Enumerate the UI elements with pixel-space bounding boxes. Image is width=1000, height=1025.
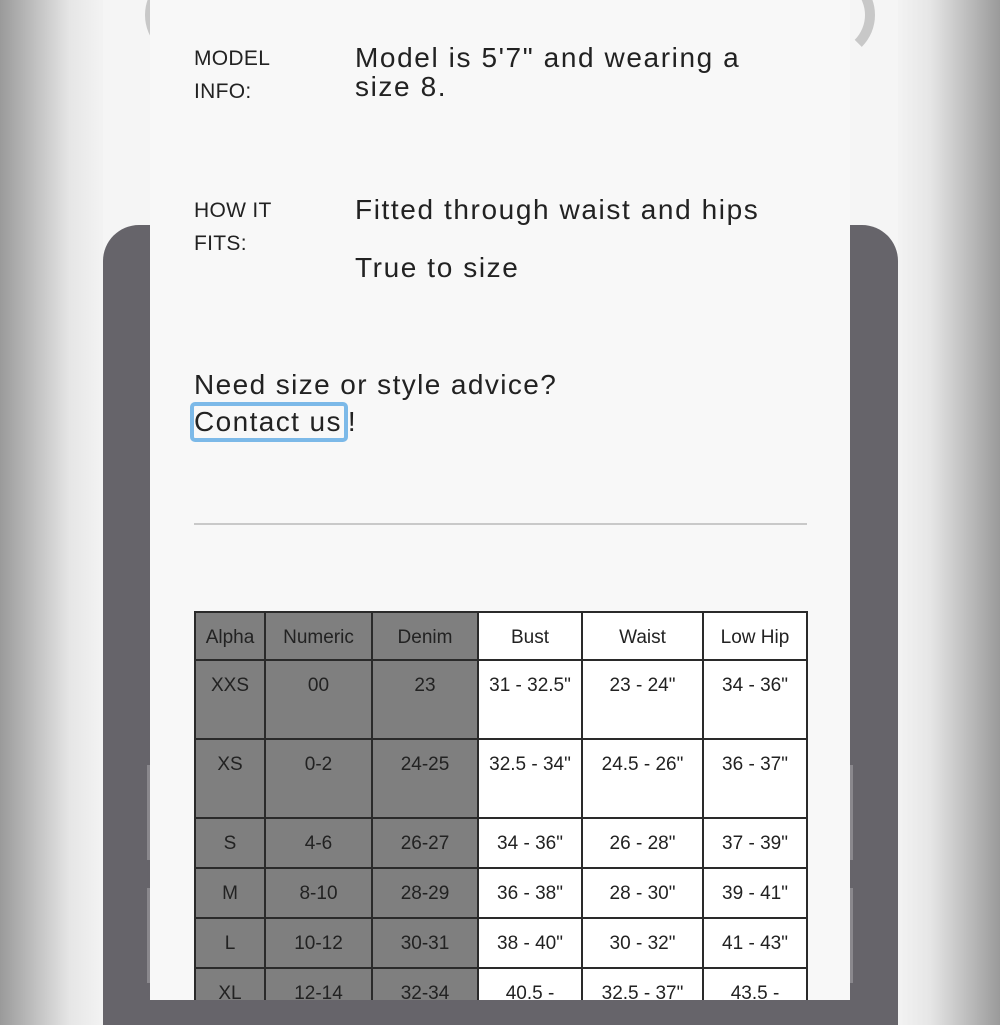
cell-denim: 26-27 xyxy=(372,818,478,868)
header-numeric: Numeric xyxy=(265,612,372,660)
cell-waist: 26 - 28" xyxy=(582,818,703,868)
cell-denim: 23 xyxy=(372,660,478,739)
cell-numeric: 0-2 xyxy=(265,739,372,818)
cell-low-hip: 36 - 37" xyxy=(703,739,807,818)
cell-denim: 28-29 xyxy=(372,868,478,918)
cell-bust: 36 - 38" xyxy=(478,868,582,918)
size-guide-modal xyxy=(150,0,850,1000)
model-info-text xyxy=(355,43,740,101)
cell-bust: 40.5 - xyxy=(478,968,582,1000)
cell-bust: 32.5 - 34" xyxy=(478,739,582,818)
cell-alpha: M xyxy=(195,868,265,918)
header-alpha: Alpha xyxy=(195,612,265,660)
size-advice xyxy=(194,368,557,442)
model-info-label-line1: MODEL xyxy=(194,47,271,70)
cell-denim: 24-25 xyxy=(372,739,478,818)
model-info-text-line1: Model is 5'7" and wearing a xyxy=(355,42,741,73)
cell-waist: 28 - 30" xyxy=(582,868,703,918)
model-info-label xyxy=(194,42,270,108)
cell-numeric: 12-14 xyxy=(265,968,372,1000)
cell-waist: 24.5 - 26" xyxy=(582,739,703,818)
header-bust: Bust xyxy=(478,612,582,660)
contact-us-exclamation: ! xyxy=(347,406,358,437)
contact-us-link[interactable]: Contact us xyxy=(190,402,348,442)
size-chart-header-row xyxy=(195,612,807,660)
table-row xyxy=(195,918,807,968)
cell-waist: 32.5 - 37" xyxy=(582,968,703,1000)
cell-numeric: 4-6 xyxy=(265,818,372,868)
fit-text-line1: Fitted through waist and hips xyxy=(355,194,760,225)
fit-text-line2: True to size xyxy=(355,252,520,283)
fit-label-line2: FITS: xyxy=(194,232,247,255)
size-advice-question: Need size or style advice? xyxy=(194,369,558,400)
cell-numeric: 00 xyxy=(265,660,372,739)
cell-alpha: XXS xyxy=(195,660,265,739)
table-row xyxy=(195,660,807,739)
cell-bust: 34 - 36" xyxy=(478,818,582,868)
size-chart-table xyxy=(194,611,808,1000)
cell-alpha: L xyxy=(195,918,265,968)
cell-denim: 32-34 xyxy=(372,968,478,1000)
cell-numeric: 8-10 xyxy=(265,868,372,918)
header-waist: Waist xyxy=(582,612,703,660)
cell-bust: 31 - 32.5" xyxy=(478,660,582,739)
header-denim: Denim xyxy=(372,612,478,660)
cell-numeric: 10-12 xyxy=(265,918,372,968)
cell-alpha: S xyxy=(195,818,265,868)
cell-waist: 30 - 32" xyxy=(582,918,703,968)
cell-low-hip: 43.5 - xyxy=(703,968,807,1000)
fit-label-line1: HOW IT xyxy=(194,199,272,222)
cell-alpha: XS xyxy=(195,739,265,818)
cell-low-hip: 34 - 36" xyxy=(703,660,807,739)
cell-bust: 38 - 40" xyxy=(478,918,582,968)
cell-low-hip: 37 - 39" xyxy=(703,818,807,868)
table-row xyxy=(195,818,807,868)
table-row xyxy=(195,739,807,818)
cell-denim: 30-31 xyxy=(372,918,478,968)
cell-waist: 23 - 24" xyxy=(582,660,703,739)
cell-alpha: XL xyxy=(195,968,265,1000)
model-info-text-line2: size 8. xyxy=(355,71,448,102)
table-row xyxy=(195,968,807,1000)
cell-low-hip: 41 - 43" xyxy=(703,918,807,968)
model-info-label-line2: INFO: xyxy=(194,80,252,103)
fit-label xyxy=(194,194,272,260)
section-divider xyxy=(194,523,807,525)
cell-low-hip: 39 - 41" xyxy=(703,868,807,918)
header-low-hip: Low Hip xyxy=(703,612,807,660)
table-row xyxy=(195,868,807,918)
